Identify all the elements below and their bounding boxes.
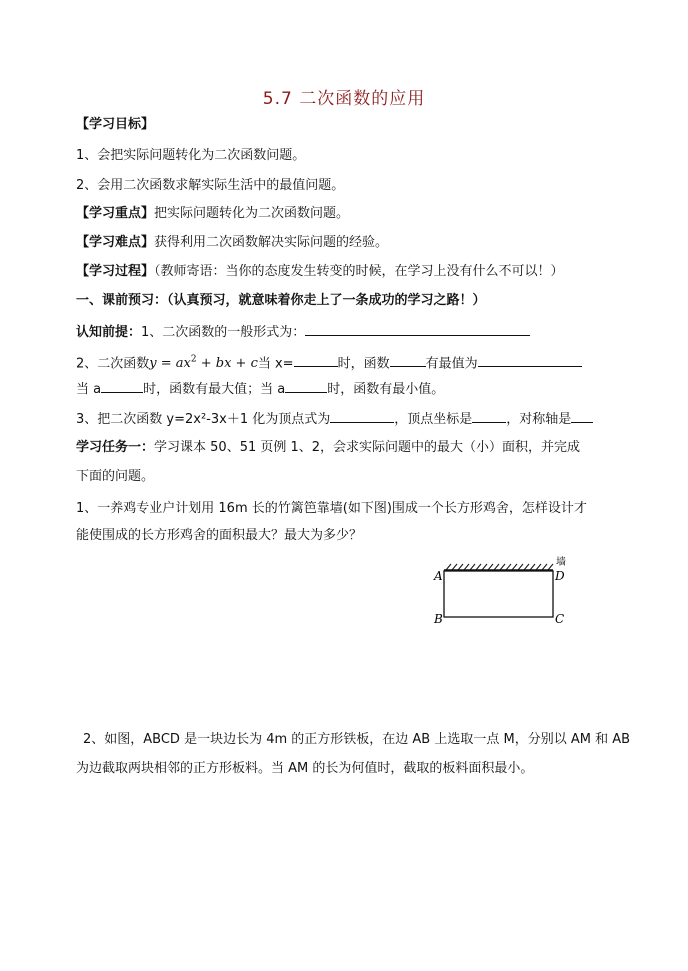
task1-text: 学习课本 50、51 页例 1、2，会求实际问题中的最大（小）面积，并完成 <box>154 440 581 455</box>
goal-item-2: 2、会用二次函数求解实际生活中的最值问题。 <box>76 178 345 193</box>
vertex-label-c: C <box>555 612 565 626</box>
wall-hatching <box>446 564 553 570</box>
recall-q3-a: 3、把二次函数 y=2x²-3x＋1 化为顶点式为 <box>76 412 331 427</box>
vertex-label-b: B <box>434 612 443 626</box>
quadratic-formula: $y = ax^2$ + bx + c <box>149 355 258 372</box>
problem2-line2: 为边截取两块相邻的正方形板料。当 AM 的长为何值时，截取的板料面积最小。 <box>76 761 534 776</box>
recall-q2-line2-b: 时，函数有最大值；当 a <box>143 382 286 397</box>
problem1-line2: 能使围成的长方形鸡舍的面积最大？最大为多少？ <box>76 528 363 543</box>
wall-label: 墙 <box>556 557 566 568</box>
recall-label: 认知前提： <box>76 325 142 340</box>
process-text: （教师寄语：当你的态度发生转变的时候，在学习上没有什么不可以！） <box>154 264 564 279</box>
difficulty-header: 【学习难点】 <box>76 235 155 250</box>
problem1-line1: 1、一养鸡专业户计划用 16m 长的竹篱笆靠墙(如下图)围成一个长方形鸡舍，怎样设计才 <box>76 501 587 516</box>
difficulty-text: 获得利用二次函数解决实际问题的经验。 <box>154 235 389 250</box>
preview-header: 一、课前预习：（认真预习，就意味着你走上了一条成功的学习之路！） <box>76 293 486 308</box>
recall-q1-text: 1、二次函数的一般形式为： <box>141 325 306 340</box>
process-header: 【学习过程】 <box>76 264 155 279</box>
key-header: 【学习重点】 <box>76 206 155 221</box>
recall-q2-line2-a: 当 a <box>76 382 102 397</box>
recall-q2-d: 有最值为 <box>425 356 478 372</box>
goal-header-text: 【学习目标】 <box>76 117 155 132</box>
recall-q3-c: ，对称轴是 <box>506 412 572 427</box>
recall-q2-c: 时，函数 <box>337 356 390 372</box>
problem2-line1: 2、如图，ABCD 是一块边长为 4m 的正方形铁板，在边 AB 上选取一点 M，分别以 AM 和 AB <box>83 732 631 747</box>
coop-rectangle <box>444 571 553 617</box>
recall-q2-b: 当 x= <box>257 356 294 372</box>
vertex-label-a: A <box>434 569 443 583</box>
recall-q2-a: 2、二次函数 <box>76 356 150 372</box>
key-text: 把实际问题转化为二次函数问题。 <box>154 206 350 221</box>
recall-q2-line2-c: 时，函数有最小值。 <box>327 382 445 397</box>
goal-item-1: 1、会把实际问题转化为二次函数问题。 <box>76 148 306 163</box>
recall-q3-b: ，顶点坐标是 <box>394 412 473 427</box>
task1-line2: 下面的问题。 <box>76 469 155 484</box>
vertex-label-d: D <box>555 569 565 583</box>
page-title: 5.7 二次函数的应用 <box>262 89 426 109</box>
task1-label: 学习任务一： <box>76 440 155 455</box>
